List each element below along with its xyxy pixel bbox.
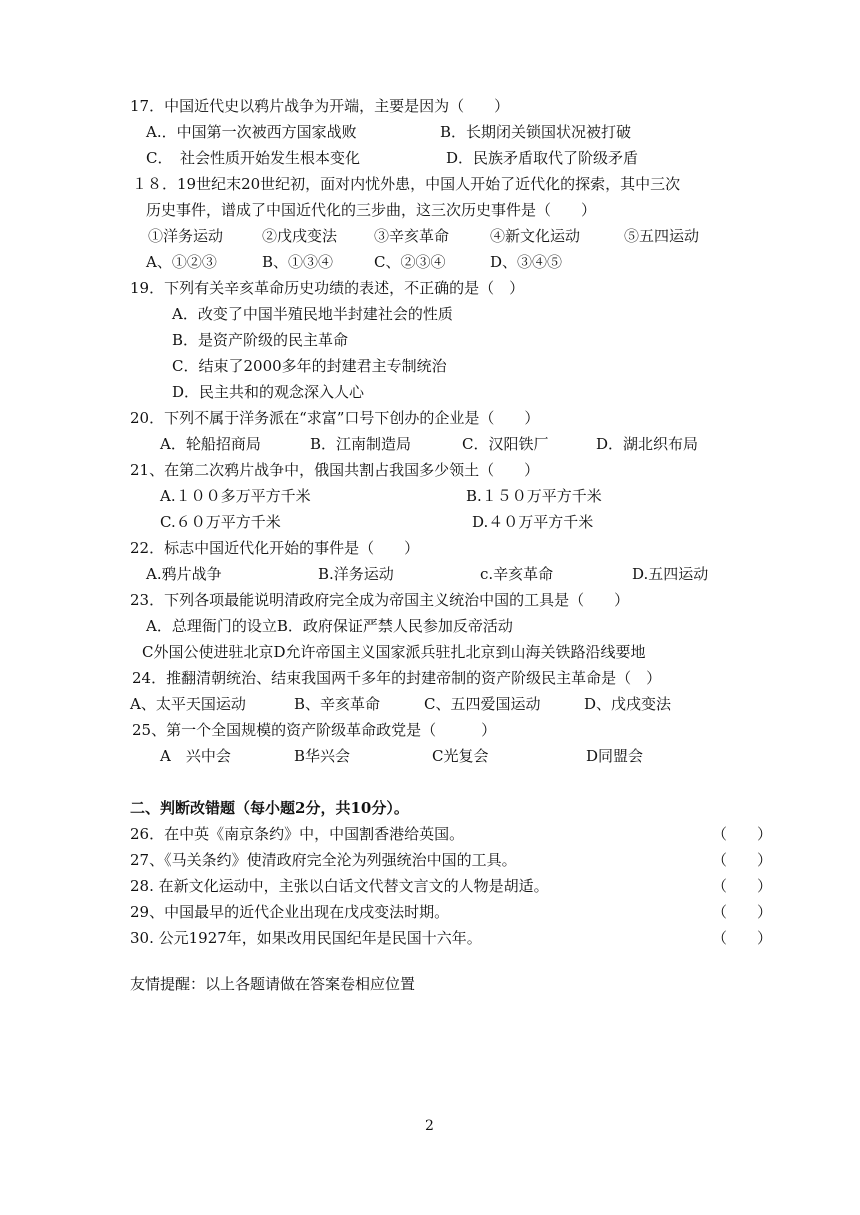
q17-option-b: B．长期闭关锁国状况被打破: [440, 123, 632, 141]
q17-stem: 17．中国近代史以鸦片战争为开端，主要是因为（ ）: [130, 97, 510, 115]
q18-option-b: B、①③④: [262, 253, 334, 271]
judgement-item-29: 29、中国最早的近代企业出现在戊戌变法时期。: [130, 903, 450, 921]
q20-option-d: D．湖北织布局: [596, 435, 699, 453]
answer-parens-28: （ ）: [712, 877, 773, 895]
q23-stem: 23．下列各项最能说明清政府完全成为帝国主义统治中国的工具是（ ）: [130, 591, 630, 609]
q22-option-a: A.鸦片战争: [146, 565, 222, 583]
q22-option-c: c.辛亥革命: [480, 565, 554, 583]
judgement-item-28: 28. 在新文化运动中，主张以白话文代替文言文的人物是胡适。: [130, 877, 549, 895]
q21-option-a: A.１００多万平方千米: [160, 487, 311, 505]
section-2-title: 二、判断改错题（每小题2分，共10分）。: [130, 799, 409, 817]
q19-option-a: A．改变了中国半殖民地半封建社会的性质: [172, 305, 453, 323]
page-number: 2: [425, 1118, 434, 1134]
q18-option-d: D、③④⑤: [490, 253, 563, 271]
q17-option-a: A.．中国第一次被西方国家战败: [146, 123, 357, 141]
q24-option-c: C、五四爱国运动: [424, 695, 541, 713]
q25-option-a: A 兴中会: [160, 747, 231, 765]
judgement-item-27: 27、《马关条约》使清政府完全沦为列强统治中国的工具。: [130, 851, 517, 869]
answer-parens-26: （ ）: [712, 825, 773, 843]
q21-option-b: B.１５０万平方千米: [466, 487, 602, 505]
q22-option-d: D.五四运动: [632, 565, 709, 583]
q17-option-d: D．民族矛盾取代了阶级矛盾: [446, 149, 639, 167]
q23-options-cd: C外国公使进驻北京D允许帝国主义国家派兵驻扎北京到山海关铁路沿线要地: [142, 643, 646, 661]
q25-option-d: D同盟会: [586, 747, 644, 765]
q21-option-c: C.６０万平方千米: [160, 513, 281, 531]
q19-option-b: B．是资产阶级的民主革命: [172, 331, 349, 349]
q18-stem-line2: 历史事件，谱成了中国近代化的三步曲，这三次历史事件是（ ）: [146, 201, 597, 219]
q18-item-4: ④新文化运动: [490, 227, 581, 245]
reminder-note: 友情提醒：以上各题请做在答案卷相应位置: [130, 975, 416, 993]
q20-option-a: A．轮船招商局: [160, 435, 261, 453]
answer-parens-30: （ ）: [712, 929, 773, 947]
q20-option-c: C．汉阳铁厂: [462, 435, 549, 453]
answer-parens-29: （ ）: [712, 903, 773, 921]
q19-option-d: D．民主共和的观念深入人心: [172, 383, 365, 401]
judgement-item-26: 26．在中英《南京条约》中，中国割香港给英国。: [130, 825, 465, 843]
q18-item-2: ②戊戌变法: [262, 227, 338, 245]
q24-option-d: D、戊戌变法: [584, 695, 672, 713]
q22-stem: 22．标志中国近代化开始的事件是（ ）: [130, 539, 420, 557]
q25-option-b: B华兴会: [294, 747, 351, 765]
q23-options-ab: A．总理衙门的设立B．政府保证严禁人民参加反帝活动: [146, 617, 513, 635]
q19-stem: 19．下列有关辛亥革命历史功绩的表述，不正确的是（ ）: [130, 279, 525, 297]
q18-option-a: A、①②③: [146, 253, 217, 271]
q21-stem: 21、在第二次鸦片战争中，俄国共割占我国多少领土（ ）: [130, 461, 540, 479]
q21-option-d: D.４０万平方千米: [472, 513, 594, 531]
judgement-item-30: 30. 公元1927年，如果改用民国纪年是民国十六年。: [130, 929, 482, 947]
q18-item-3: ③辛亥革命: [374, 227, 450, 245]
answer-parens-27: （ ）: [712, 851, 773, 869]
q25-stem: 25、第一个全国规模的资产阶级革命政党是（ ）: [132, 721, 497, 739]
q18-option-c: C、②③④: [374, 253, 446, 271]
q20-stem: 20．下列不属于洋务派在“求富”口号下创办的企业是（ ）: [130, 409, 540, 427]
q24-option-a: A、太平天国运动: [130, 695, 246, 713]
q18-item-5: ⑤五四运动: [624, 227, 700, 245]
q22-option-b: B.洋务运动: [318, 565, 394, 583]
q19-option-c: C．结束了2000多年的封建君主专制统治: [172, 357, 447, 375]
q18-item-1: ①洋务运动: [148, 227, 224, 245]
q17-option-c: C． 社会性质开始发生根本变化: [146, 149, 360, 167]
q18-stem-line1: １８．19世纪末20世纪初，面对内忧外患，中国人开始了近代化的探索，其中三次: [132, 175, 681, 193]
q24-stem: 24．推翻清朝统治、结束我国两千多年的封建帝制的资产阶级民主革命是（ ）: [132, 669, 662, 687]
q25-option-c: C光复会: [432, 747, 489, 765]
q24-option-b: B、辛亥革命: [294, 695, 381, 713]
q20-option-b: B．江南制造局: [310, 435, 412, 453]
